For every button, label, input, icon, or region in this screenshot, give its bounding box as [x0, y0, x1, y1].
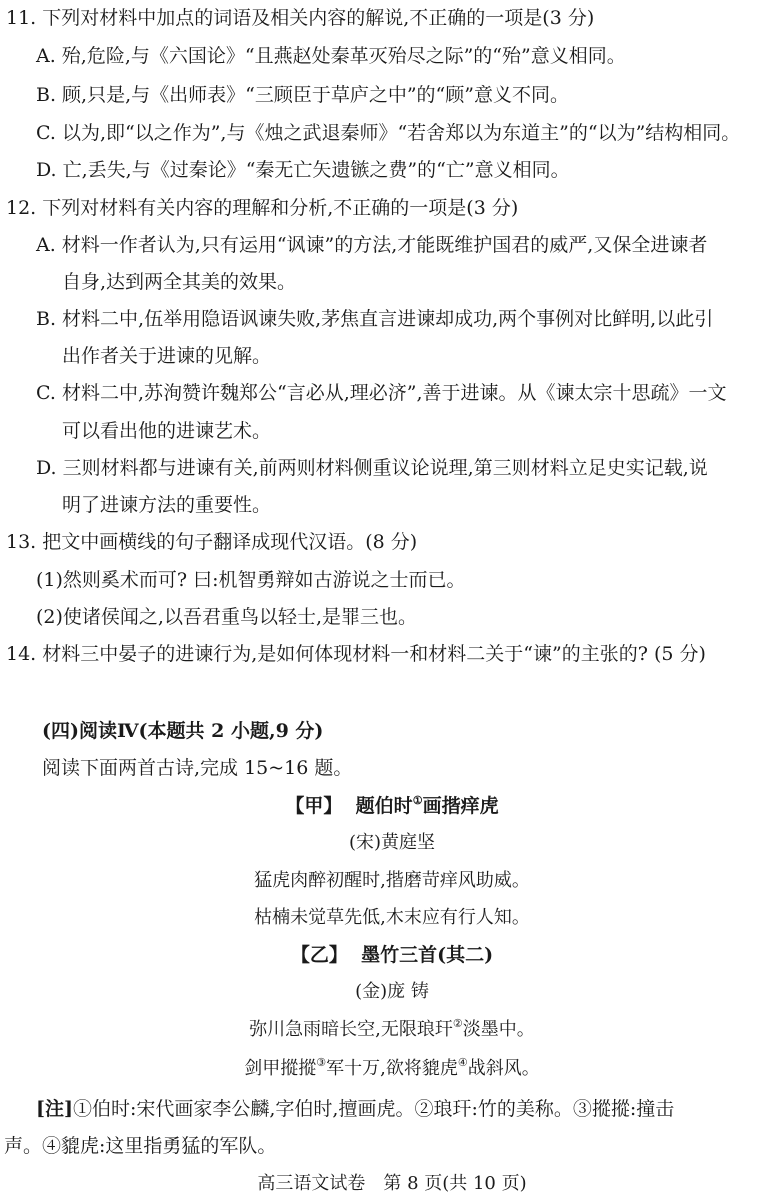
- q12-option-d-line2: 明了进谏方法的重要性。: [62, 494, 272, 516]
- notes-line-1: [36, 1097, 674, 1121]
- poem-yi-line-1-a: 弥川急雨暗长空,无限琅玕: [249, 1019, 453, 1040]
- poem-yi-line-2-b: 军十万,欲将貔虎: [326, 1058, 458, 1079]
- poem-yi-title: [0, 943, 784, 967]
- q11-option-c: C. 以为,即“以之作为”,与《烛之武退秦师》“若舍郑以为东道主”的“以为”结构相同。: [36, 122, 741, 144]
- note-mark-2: ②: [452, 1017, 463, 1030]
- poem-yi-author: (金)庞 铸: [355, 981, 429, 1002]
- note-mark-1: ①: [412, 794, 423, 807]
- poem-yi-line-2: [0, 1057, 784, 1081]
- poem-jia-title-a: 题伯时: [355, 795, 413, 817]
- q11-stem: 11. 下列对材料中加点的词语及相关内容的解说,不正确的一项是(3 分): [6, 7, 595, 29]
- section-instruction: 阅读下面两首古诗,完成 15~16 题。: [42, 757, 353, 779]
- poem-yi-line-1-b: 淡墨中。: [462, 1019, 535, 1040]
- note-mark-4: ④: [457, 1056, 468, 1069]
- poem-yi-tag: 【乙】: [290, 944, 348, 966]
- poem-jia-line-2: 枯楠未觉草先低,木末应有行人知。: [254, 907, 530, 928]
- q12-option-c-line2: 可以看出他的进谏艺术。: [62, 420, 272, 442]
- notes-line-2: 声。④貔虎:这里指勇猛的军队。: [4, 1135, 277, 1157]
- q12-option-a-line2: 自身,达到两全其美的效果。: [62, 271, 297, 293]
- q13-stem: 13. 把文中画横线的句子翻译成现代汉语。(8 分): [6, 531, 418, 553]
- q12-option-d-line1: D. 三则材料都与进谏有关,前两则材料侧重议论说理,第三则材料立足史实记载,说: [36, 457, 708, 479]
- q12-option-b-line1: B. 材料二中,伍举用隐语讽谏失败,茅焦直言进谏却成功,两个事例对比鲜明,以此引: [36, 308, 714, 330]
- q13-item-1: (1)然则奚术而可? 曰:机智勇辩如古游说之士而已。: [36, 569, 466, 591]
- poem-jia-author: (宋)黄庭坚: [348, 832, 436, 853]
- q12-option-a-line1: A. 材料一作者认为,只有运用“讽谏”的方法,才能既维护国君的威严,又保全进谏者: [36, 234, 708, 256]
- notes-text-1: ①伯时:宋代画家李公麟,字伯时,擅画虎。②琅玕:竹的美称。③摐摐:撞击: [72, 1098, 675, 1120]
- q11-option-d: D. 亡,丢失,与《过秦论》“秦无亡矢遗镞之费”的“亡”意义相同。: [36, 159, 570, 181]
- q11-option-a: A. 殆,危险,与《六国论》“且燕赵处秦革灭殆尽之际”的“殆”意义相同。: [36, 45, 626, 67]
- q13-item-2: (2)使诸侯闻之,以吾君重鸟以轻士,是罪三也。: [36, 606, 417, 628]
- poem-yi-line-2-a: 剑甲摐摐: [244, 1058, 317, 1079]
- q12-option-c-line1: C. 材料二中,苏洵赞许魏郑公“言必从,理必济”,善于进谏。从《谏太宗十思疏》一文: [36, 382, 727, 404]
- q12-stem: 12. 下列对材料有关内容的理解和分析,不正确的一项是(3 分): [6, 197, 519, 219]
- poem-jia-line-1: 猛虎肉醉初醒时,揩磨苛痒风助威。: [254, 870, 530, 891]
- note-mark-3: ③: [316, 1056, 327, 1069]
- section-title: (四)阅读Ⅳ(本题共 2 小题,9 分): [42, 720, 324, 742]
- q14-stem: 14. 材料三中晏子的进谏行为,是如何体现材料一和材料二关于“谏”的主张的? (5 分): [6, 643, 706, 665]
- poem-yi-line-2-c: 战斜风。: [467, 1058, 540, 1079]
- poem-jia-tag: 【甲】: [285, 795, 343, 817]
- poem-yi-line-1: [0, 1018, 784, 1042]
- poem-jia-title: [0, 794, 784, 818]
- q12-option-b-line2: 出作者关于进谏的见解。: [62, 345, 272, 367]
- notes-label: [注]: [36, 1098, 73, 1120]
- poem-jia-title-b: 画揩痒虎: [422, 795, 499, 817]
- poem-yi-title-text: 墨竹三首(其二): [361, 944, 494, 966]
- page-footer: 高三语文试卷 第 8 页(共 10 页): [257, 1173, 527, 1194]
- q11-option-b: B. 顾,只是,与《出师表》“三顾臣于草庐之中”的“顾”意义不同。: [36, 84, 569, 106]
